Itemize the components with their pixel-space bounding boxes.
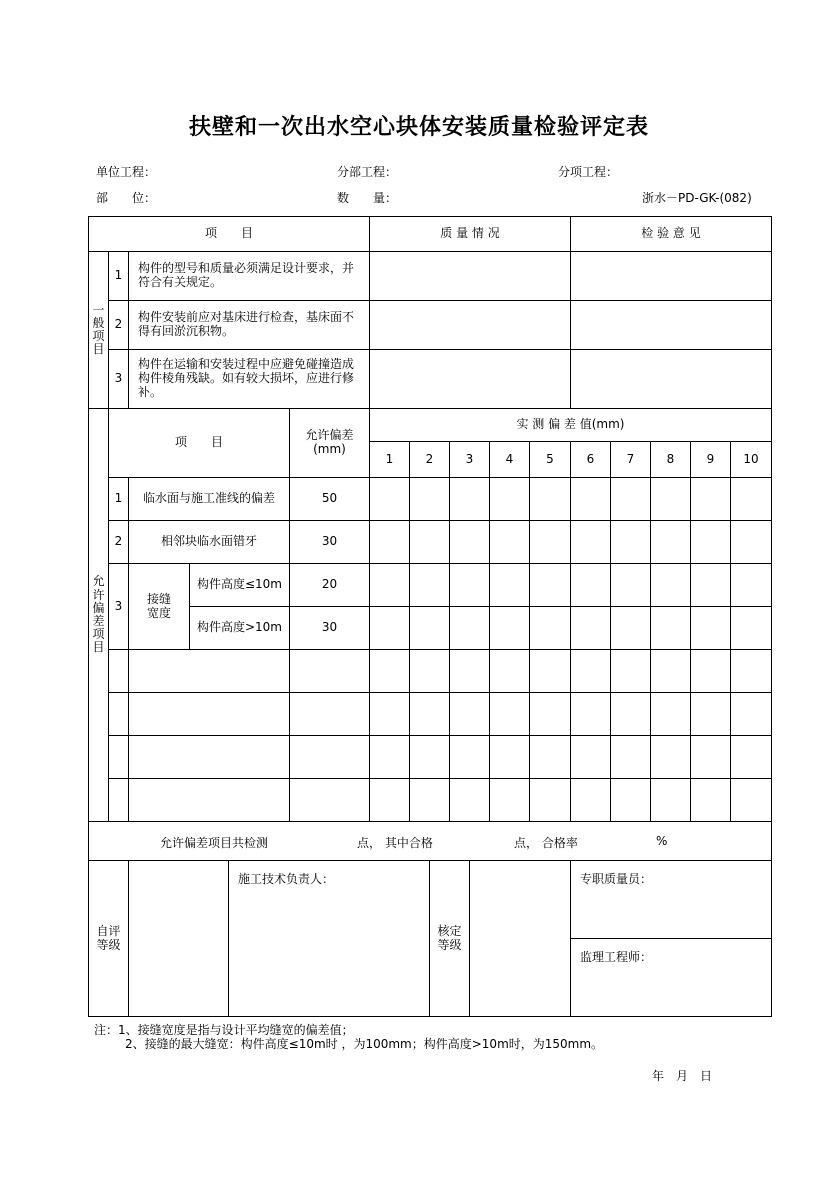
summary-rate-label: 点， 合格率	[514, 836, 578, 850]
general-item-opinion-cell[interactable]	[570, 300, 772, 350]
tolerance-subitem-allowed: 30	[289, 606, 370, 650]
empty-row-allowed[interactable]	[289, 735, 370, 779]
empty-row-item[interactable]	[128, 649, 290, 693]
measured-value-cell[interactable]	[570, 692, 611, 736]
measured-value-cell[interactable]	[449, 778, 490, 822]
measured-value-cell[interactable]	[610, 692, 651, 736]
measured-value-cell[interactable]	[409, 520, 450, 564]
measure-point-header: 2	[409, 441, 450, 478]
measured-value-cell[interactable]	[409, 649, 450, 693]
measured-value-cell[interactable]	[369, 692, 410, 736]
tolerance-item-text: 相邻块临水面错牙	[128, 520, 290, 564]
measured-value-cell[interactable]	[369, 477, 410, 521]
measured-value-cell[interactable]	[690, 649, 731, 693]
tolerance-item-allowed: 30	[289, 520, 370, 564]
empty-row-no[interactable]	[108, 778, 129, 822]
measured-value-cell[interactable]	[449, 649, 490, 693]
general-item-opinion-cell[interactable]	[570, 251, 772, 301]
measured-value-cell[interactable]	[369, 735, 410, 779]
general-item-opinion-cell[interactable]	[570, 349, 772, 409]
measured-value-cell[interactable]	[690, 606, 731, 650]
measured-value-cell[interactable]	[369, 520, 410, 564]
measured-value-cell[interactable]	[650, 477, 691, 521]
measured-value-cell[interactable]	[449, 520, 490, 564]
empty-row-no[interactable]	[108, 692, 129, 736]
measured-value-cell[interactable]	[690, 692, 731, 736]
measured-value-cell[interactable]	[650, 778, 691, 822]
measured-value-cell[interactable]	[610, 735, 651, 779]
general-group-label	[88, 251, 109, 409]
measured-value-cell[interactable]	[690, 735, 731, 779]
empty-row-allowed[interactable]	[289, 778, 370, 822]
general-group-text: 一般项目	[92, 302, 105, 357]
tolerance-item-no: 3	[108, 563, 129, 650]
item-project-label: 分项工程：	[558, 165, 619, 179]
self-grade-label	[88, 860, 129, 1017]
measure-point-header: 1	[369, 441, 410, 478]
measured-value-cell[interactable]	[570, 649, 611, 693]
measured-value-cell[interactable]	[650, 692, 691, 736]
measured-value-cell[interactable]	[409, 692, 450, 736]
approved-grade-value[interactable]	[469, 860, 571, 1017]
measured-value-cell[interactable]	[690, 778, 731, 822]
general-item-no: 3	[108, 349, 129, 409]
general-item-text: 构件在运输和安装过程中应避免碰撞造成构件棱角残缺。如有较大损坏，应进行修补。	[128, 349, 370, 409]
tolerance-subitem-text: 构件高度≤10m	[189, 563, 290, 607]
measured-value-cell[interactable]	[610, 563, 651, 607]
measured-value-cell[interactable]	[570, 606, 611, 650]
measured-value-cell[interactable]	[610, 649, 651, 693]
general-item-quality-cell[interactable]	[369, 251, 571, 301]
general-col-item: 项 目	[88, 216, 370, 252]
measure-point-header: 3	[449, 441, 490, 478]
approved-grade-text: 核定等级	[437, 924, 462, 952]
measured-value-cell[interactable]	[529, 778, 571, 822]
empty-row-item[interactable]	[128, 778, 290, 822]
measured-value-cell[interactable]	[730, 563, 772, 607]
measured-value-cell[interactable]	[690, 563, 731, 607]
measured-value-cell[interactable]	[409, 778, 450, 822]
measured-value-cell[interactable]	[610, 477, 651, 521]
measure-point-header: 8	[650, 441, 691, 478]
measured-value-cell[interactable]	[409, 735, 450, 779]
general-item-text: 构件安装前应对基床进行检查，基床面不得有回淤沉积物。	[128, 300, 370, 350]
measured-value-cell[interactable]	[369, 563, 410, 607]
measured-value-cell[interactable]	[489, 692, 530, 736]
measured-value-cell[interactable]	[489, 735, 530, 779]
general-item-text: 构件的型号和质量必须满足设计要求，并符合有关规定。	[128, 251, 370, 301]
approved-grade-label	[429, 860, 470, 1017]
measure-point-header: 5	[529, 441, 571, 478]
tolerance-col-measured: 实 测 偏 差 值(mm)	[369, 408, 772, 442]
measured-value-cell[interactable]	[730, 477, 772, 521]
page-title: 扶壁和一次出水空心块体安装质量检验评定表	[188, 115, 649, 140]
measured-value-cell[interactable]	[610, 606, 651, 650]
measured-value-cell[interactable]	[449, 692, 490, 736]
note-2: 2、接缝的最大缝宽：构件高度≤10m时 ，为100mm；构件高度>10m时，为150mm。	[125, 1037, 604, 1051]
tolerance-item-no: 1	[108, 477, 129, 521]
measured-value-cell[interactable]	[449, 563, 490, 607]
measured-value-cell[interactable]	[730, 520, 772, 564]
measured-value-cell[interactable]	[529, 692, 571, 736]
measure-point-header: 6	[570, 441, 611, 478]
summary-passed-label: 点， 其中合格	[357, 836, 433, 850]
measure-point-header: 9	[690, 441, 731, 478]
measured-value-cell[interactable]	[570, 477, 611, 521]
empty-row-no[interactable]	[108, 649, 129, 693]
measured-value-cell[interactable]	[489, 563, 530, 607]
quantity-label: 数 量：	[337, 191, 398, 205]
self-grade-text: 自评等级	[96, 924, 121, 952]
tolerance-item-allowed: 50	[289, 477, 370, 521]
measured-value-cell[interactable]	[409, 477, 450, 521]
measured-value-cell[interactable]	[690, 520, 731, 564]
summary-percent: %	[656, 834, 668, 848]
measured-value-cell[interactable]	[610, 520, 651, 564]
measured-value-cell[interactable]	[529, 520, 571, 564]
empty-row-item[interactable]	[128, 692, 290, 736]
measured-value-cell[interactable]	[650, 606, 691, 650]
unit-project-label: 单位工程：	[96, 165, 157, 179]
tolerance-item-no: 2	[108, 520, 129, 564]
measured-value-cell[interactable]	[650, 520, 691, 564]
measure-point-header: 4	[489, 441, 530, 478]
measured-value-cell[interactable]	[570, 520, 611, 564]
measured-value-cell[interactable]	[449, 735, 490, 779]
measured-value-cell[interactable]	[730, 735, 772, 779]
date-label: 年 月 日	[652, 1069, 713, 1083]
tolerance-subitem-allowed: 20	[289, 563, 370, 607]
measured-value-cell[interactable]	[730, 649, 772, 693]
division-project-label: 分部工程：	[337, 165, 398, 179]
measure-point-header: 10	[730, 441, 772, 478]
joint-width-text: 接缝宽度	[146, 592, 171, 620]
measure-point-header: 7	[610, 441, 651, 478]
general-col-opinion: 检 验 意 见	[570, 216, 772, 252]
measured-value-cell[interactable]	[730, 778, 772, 822]
measured-value-cell[interactable]	[449, 606, 490, 650]
measured-value-cell[interactable]	[610, 778, 651, 822]
self-grade-value[interactable]	[128, 860, 229, 1017]
measured-value-cell[interactable]	[529, 563, 571, 607]
measured-value-cell[interactable]	[489, 649, 530, 693]
measured-value-cell[interactable]	[650, 649, 691, 693]
measured-value-cell[interactable]	[529, 735, 571, 779]
measured-value-cell[interactable]	[409, 563, 450, 607]
measured-value-cell[interactable]	[570, 778, 611, 822]
general-col-quality: 质 量 情 况	[369, 216, 571, 252]
empty-row-no[interactable]	[108, 735, 129, 779]
tech-lead-signature[interactable]: 施工技术负责人：	[228, 860, 430, 1017]
measured-value-cell[interactable]	[489, 606, 530, 650]
measured-value-cell[interactable]	[409, 606, 450, 650]
measured-value-cell[interactable]	[529, 649, 571, 693]
location-label: 部 位：	[96, 191, 157, 205]
measured-value-cell[interactable]	[489, 778, 530, 822]
measured-value-cell[interactable]	[650, 735, 691, 779]
measured-value-cell[interactable]	[650, 563, 691, 607]
measured-value-cell[interactable]	[369, 778, 410, 822]
supervisor-signature[interactable]: 监理工程师：	[570, 938, 772, 1017]
measured-value-cell[interactable]	[730, 606, 772, 650]
form-code: 浙水－PD-GK-(082)	[642, 191, 752, 205]
empty-row-allowed[interactable]	[289, 649, 370, 693]
measured-value-cell[interactable]	[489, 520, 530, 564]
measured-value-cell[interactable]	[529, 477, 571, 521]
measured-value-cell[interactable]	[449, 477, 490, 521]
tolerance-item-text: 临水面与施工准线的偏差	[128, 477, 290, 521]
empty-row-item[interactable]	[128, 735, 290, 779]
measured-value-cell[interactable]	[369, 649, 410, 693]
general-item-no: 2	[108, 300, 129, 350]
measured-value-cell[interactable]	[489, 477, 530, 521]
measured-value-cell[interactable]	[570, 563, 611, 607]
measured-value-cell[interactable]	[690, 477, 731, 521]
tolerance-group-label	[88, 408, 109, 822]
tolerance-subitem-text: 构件高度>10m	[189, 606, 290, 650]
tolerance-col-item: 项 目	[108, 408, 290, 478]
tolerance-group-text: 允许偏差项目	[92, 574, 105, 655]
measured-value-cell[interactable]	[570, 735, 611, 779]
tolerance-col-allowed: 允许偏差(mm)	[289, 408, 370, 478]
quality-officer-signature[interactable]: 专职质量员：	[570, 860, 772, 939]
summary-total-label: 允许偏差项目共检测	[160, 836, 269, 850]
measured-value-cell[interactable]	[369, 606, 410, 650]
general-item-no: 1	[108, 251, 129, 301]
general-item-quality-cell[interactable]	[369, 300, 571, 350]
general-item-quality-cell[interactable]	[369, 349, 571, 409]
empty-row-allowed[interactable]	[289, 692, 370, 736]
tolerance-item-text	[128, 563, 190, 650]
measured-value-cell[interactable]	[529, 606, 571, 650]
note-1: 注：1、接缝宽度是指与设计平均缝宽的偏差值；	[94, 1023, 354, 1037]
measured-value-cell[interactable]	[730, 692, 772, 736]
